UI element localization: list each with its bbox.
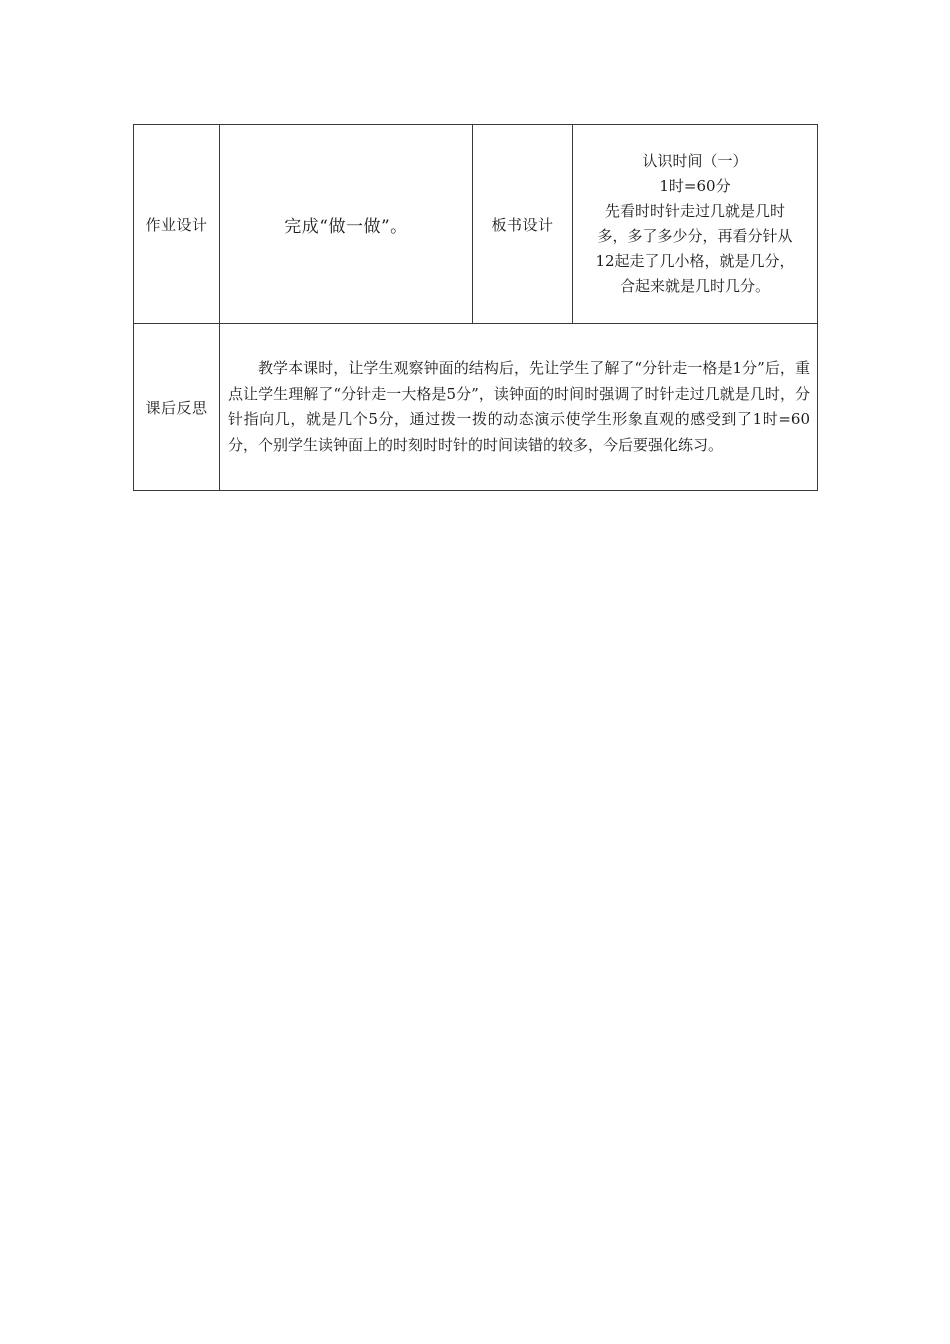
lesson-plan-table bbox=[133, 124, 818, 491]
homework-content: 完成“做一做”。 bbox=[220, 125, 473, 324]
board-line: 12起走了几小格，就是几分， bbox=[595, 252, 795, 270]
board-line: 先看时时针走过几就是几时 bbox=[604, 202, 785, 220]
board-line: 多，多了多少分，再看分针从 bbox=[597, 227, 793, 245]
board-line: 合起来就是几时几分。 bbox=[619, 277, 770, 295]
board-design-content bbox=[573, 125, 818, 324]
board-line: 认识时间（一） bbox=[642, 152, 748, 170]
homework-label: 作业设计 bbox=[134, 125, 220, 324]
reflection-text: 教学本课时，让学生观察钟面的结构后，先让学生了解了“分针走一格是1分”后，重点让学生理解了“分针走一大格是5分”，读钟面的时间时强调了时针走过几就是几时，分针指向几，就是几个5分，通过拨一拨的动态演示使学生形象直观的感受到了1时=60分，个别学生读钟面上的时刻时时针的时间读错的较多，今后要强化练习。 bbox=[228, 359, 810, 454]
reflection-content bbox=[220, 324, 818, 491]
reflection-label: 课后反思 bbox=[134, 324, 220, 491]
homework-row bbox=[134, 125, 818, 324]
board-line: 1时=60分 bbox=[659, 177, 731, 195]
reflection-row bbox=[134, 324, 818, 491]
board-design-label: 板书设计 bbox=[473, 125, 573, 324]
